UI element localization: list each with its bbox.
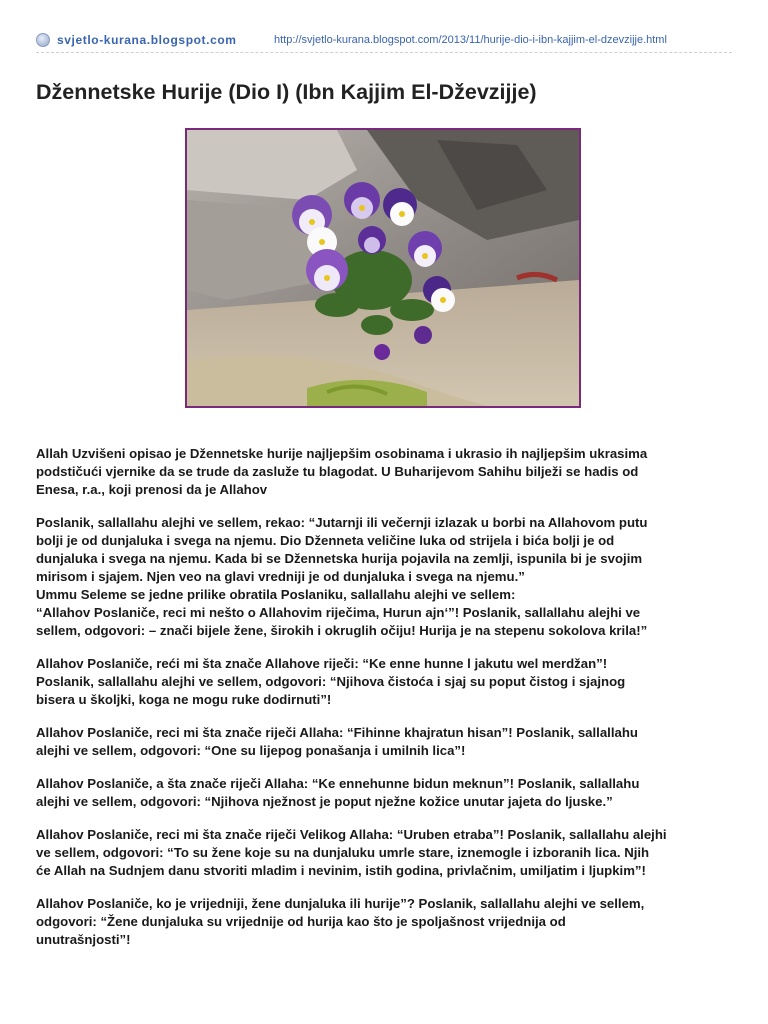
paragraph xyxy=(36,445,736,499)
site-name-link[interactable]: svjetlo-kurana.blogspot.com xyxy=(57,33,237,47)
text-line: podstičući vjernike da se trude da zasluže tu blagodat. U Buharijevom Sahihu bilježi se hadis od xyxy=(36,464,639,479)
globe-icon xyxy=(36,33,50,47)
text-line: alejhi ve sellem, odgovori: “One su lijepog ponašanja i umilnih lica”! xyxy=(36,743,466,758)
article-url-link[interactable]: http://svjetlo-kurana.blogspot.com/2013/11/hurije-dio-i-ibn-kajjim-el-dzevzijje.html xyxy=(274,34,667,46)
text-line: Poslanik, sallallahu alejhi ve sellem, rekao: “Jutarnji ili večernji izlazak u borbi na Allahovom putu xyxy=(36,515,648,530)
paragraph xyxy=(36,775,736,811)
paragraph xyxy=(36,895,736,949)
text-line: ve sellem, odgovori: “To su žene koje su na dunjaluku umrle stare, iznemogle i izboranih lica. Njih xyxy=(36,845,650,860)
text-line: bolji je od dunjaluka i svega na njemu. Dio Dženneta veličine luka od strijela i bića bolji je od xyxy=(36,533,615,548)
paragraph xyxy=(36,655,736,709)
text-line: Allahov Poslaniče, a šta znače riječi Allaha: “Ke ennehunne bidun meknun”! Poslanik, sallallahu xyxy=(36,776,640,791)
text-line: Enesa, r.a., koji prenosi da je Allahov xyxy=(36,482,268,497)
text-line: mirisom i sjajem. Njen veo na glavi vredniji je od dunjaluka i svega na njemu.” xyxy=(36,569,525,584)
text-line: Poslanik, sallallahu alejhi ve sellem, odgovori: “Njihova čistoća i sjaj su poput čistog i sjajnog xyxy=(36,674,626,689)
text-line: unutrašnjosti”! xyxy=(36,932,131,947)
text-line: Allahov Poslaniče, reći mi šta znače Allahove riječi: “Ke enne hunne l jakutu wel merdžan”! xyxy=(36,656,608,671)
paragraph xyxy=(36,826,736,880)
article-photo xyxy=(185,128,581,408)
text-line: alejhi ve sellem, odgovori: “Njihova nježnost je poput nježne kožice unutar jajeta do ljuske.” xyxy=(36,794,613,809)
paragraph xyxy=(36,724,736,760)
paragraph xyxy=(36,514,736,640)
text-line: Ummu Seleme se jedne prilike obratila Poslaniku, sallallahu alejhi ve sellem: xyxy=(36,587,516,602)
text-line: odgovori: “Žene dunjaluka su vrijednije od hurija kao što je spoljašnost vrijednija od xyxy=(36,914,566,929)
article-title: Džennetske Hurije (Dio I) (Ibn Kajjim El-Dževzijje) xyxy=(36,80,537,104)
text-line: Allah Uzvišeni opisao je Džennetske hurije najljepšim osobinama i ukrasio ih najljepšim ukrasima xyxy=(36,446,648,461)
page-header xyxy=(36,30,732,53)
text-line: sellem, odgovori: – znači bijele žene, širokih i okruglih očiju! Hurija je na stepenu sokolova krila!” xyxy=(36,623,648,638)
text-line: Allahov Poslaniče, ko je vrijedniji, žene dunjaluka ili hurije”? Poslanik, sallallahu alejhi ve sellem, xyxy=(36,896,645,911)
text-line: “Allahov Poslaniče, reci mi nešto o Allahovim riječima, Hurun ajn‘”! Poslanik, sallallahu alejhi ve xyxy=(36,605,641,620)
text-line: Allahov Poslaniče, reci mi šta znače riječi Allaha: “Fihinne khajratun hisan”! Poslanik, sallallahu xyxy=(36,725,638,740)
text-line: dunjaluka i svega na njemu. Kada bi se Džennetska hurija pojavila na zemlji, ispunila bi je svojim xyxy=(36,551,643,566)
text-line: će Allah na Sudnjem danu stvoriti mladim i nevinim, istih godina, privlačnim, umiljatim i ljupkim”! xyxy=(36,863,646,878)
text-line: bisera u školjki, koga ne mogu ruke dodirnuti”! xyxy=(36,692,332,707)
text-line: Allahov Poslaniče, reci mi šta znače riječi Velikog Allaha: “Uruben etraba”! Poslanik, sallallahu alejhi xyxy=(36,827,667,842)
article-body xyxy=(36,445,736,964)
